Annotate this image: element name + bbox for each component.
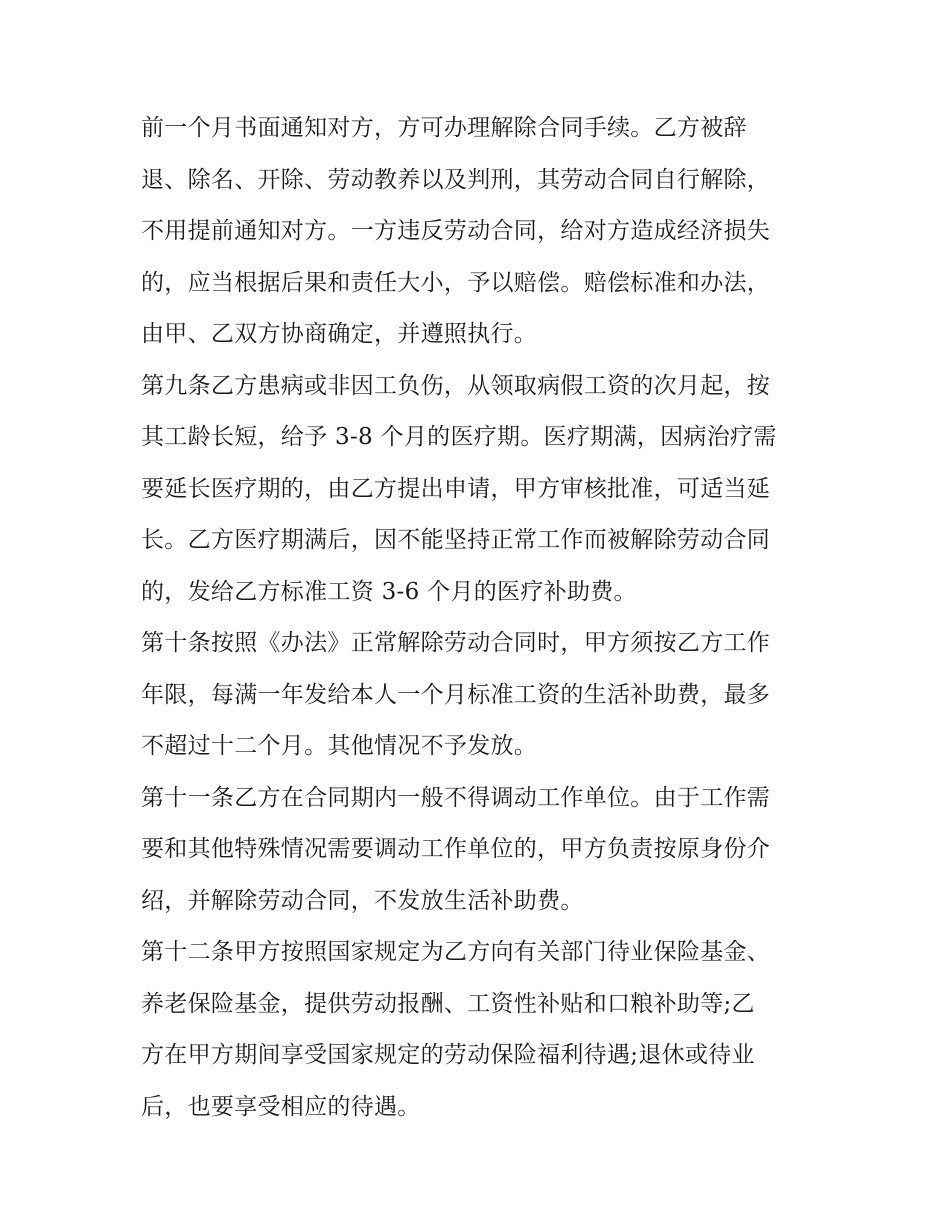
article-11-line: 第十一条乙方在合同期内一般不得调动工作单位。由于工作需 — [141, 784, 771, 811]
text-line: 后，也要享受相应的待遇。 — [141, 1093, 421, 1120]
text-line: 养老保险基金，提供劳动报酬、工资性补贴和口粮补助等;乙 — [141, 990, 755, 1017]
text-line: 不超过十二个月。其他情况不予发放。 — [141, 733, 538, 759]
text-line: 不用提前通知对方。一方违反劳动合同，给对方造成经济损失 — [141, 218, 771, 244]
text-line: 要延长医疗期的，由乙方提出申请，甲方审核批准，可适当延 — [141, 475, 771, 502]
article-9-line: 第九条乙方患病或非因工负伤，从领取病假工资的次月起，按 — [141, 372, 771, 399]
text-line: 退、除名、开除、劳动教养以及判刑，其劳动合同自行解除， — [141, 166, 771, 193]
text-line: 由甲、乙双方协商确定，并遵照执行。 — [141, 321, 538, 347]
text-line: 方在甲方期间享受国家规定的劳动保险福利待遇;退休或待业 — [141, 1042, 755, 1068]
text-line: 年限，每满一年发给本人一个月标准工资的生活补助费，最多 — [141, 681, 771, 708]
text-line: 长。乙方医疗期满后，因不能坚持正常工作而被解除劳动合同 — [141, 527, 771, 553]
text-line: 其工龄长短，给予 3-8 个月的医疗期。医疗期满，因病治疗需 — [141, 424, 777, 450]
article-10-line: 第十条按照《办法》正常解除劳动合同时，甲方须按乙方工作 — [141, 630, 771, 656]
text-line: 的，发给乙方标准工资 3-6 个月的医疗补助费。 — [141, 578, 637, 605]
text-line: 的，应当根据后果和责任大小，予以赔偿。赔偿标准和办法， — [141, 269, 771, 296]
document-body — [141, 103, 813, 1133]
text-line: 绍，并解除劳动合同，不发放生活补助费。 — [141, 887, 584, 914]
article-12-line: 第十二条甲方按照国家规定为乙方向有关部门待业保险基金、 — [141, 939, 771, 965]
text-line: 要和其他特殊情况需要调动工作单位的，甲方负责按原身份介 — [141, 836, 771, 862]
text-line: 前一个月书面通知对方，方可办理解除合同手续。乙方被辞 — [141, 115, 747, 141]
